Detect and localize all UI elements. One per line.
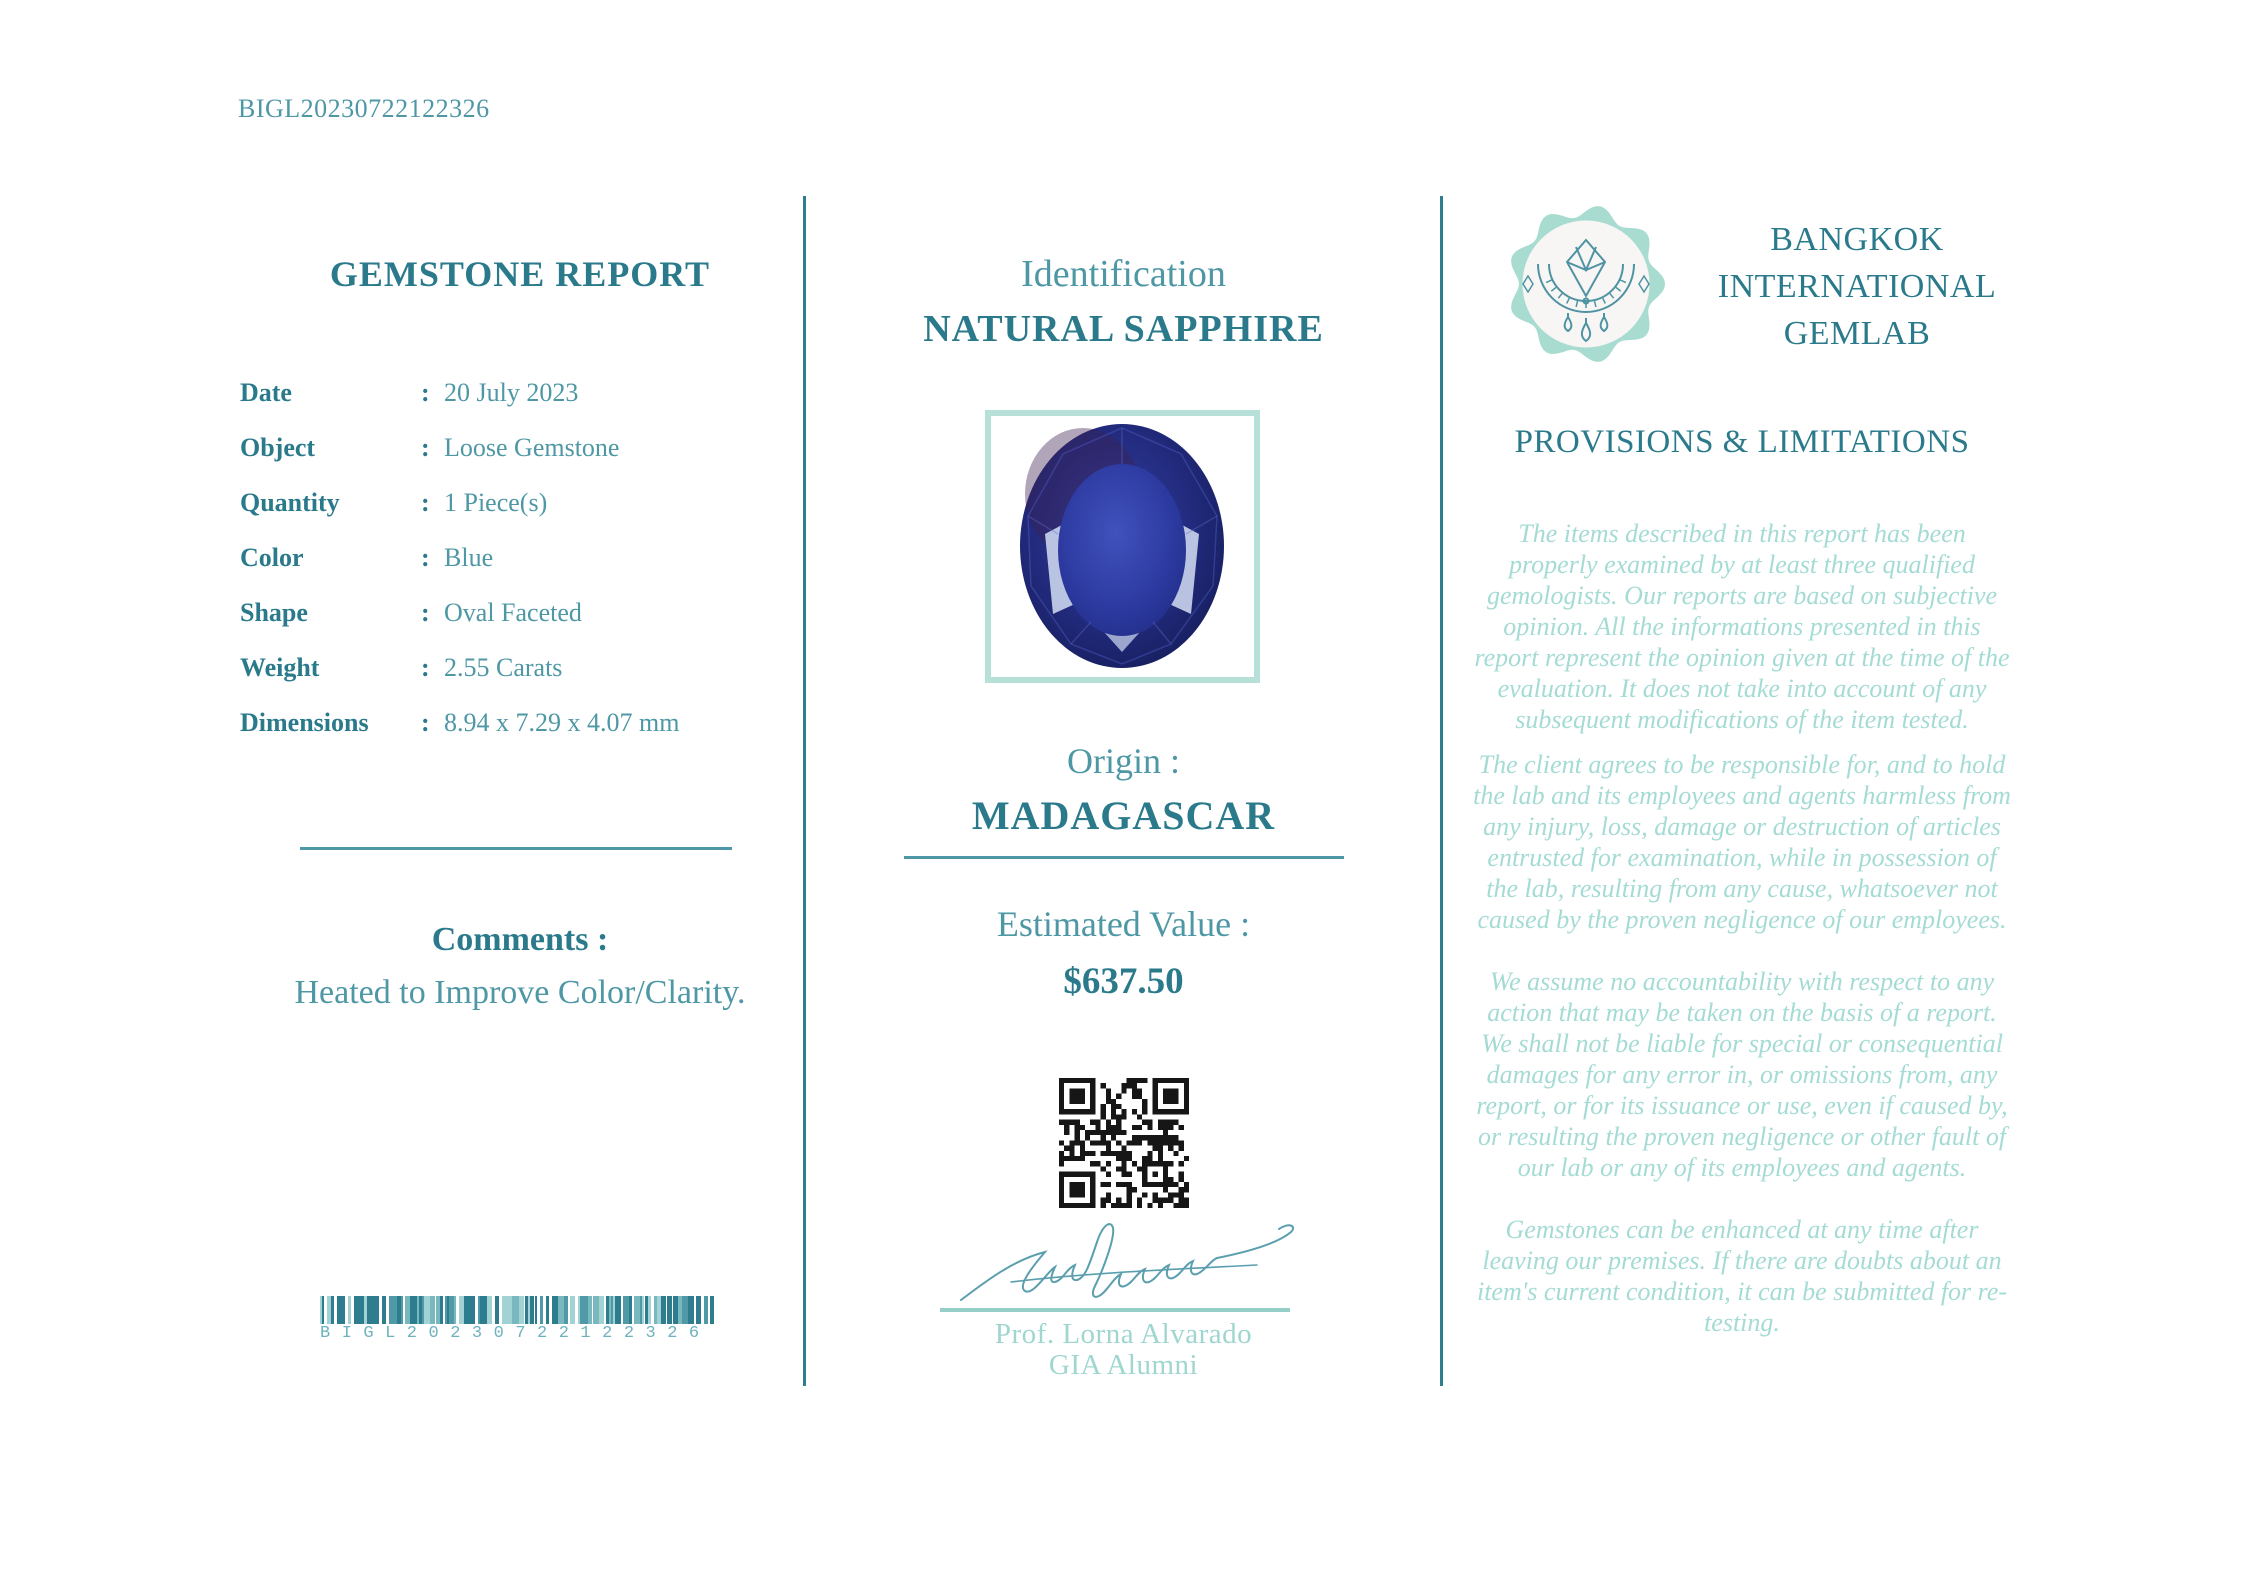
- field-colon: :: [421, 488, 430, 517]
- field-colon: :: [421, 598, 430, 627]
- signature-underline: [940, 1308, 1290, 1312]
- provisions-paragraph: The items described in this report has been properly examined by at least three qualified gemologists. Our reports are based on subjective opinion. All the informations presented in this report represent the opinion given at the time of the evaluation. It does not take into account of any subsequent modifications of the item tested.: [1474, 519, 2010, 734]
- field-row-date: [240, 378, 800, 418]
- comments-label: Comments :: [431, 921, 609, 958]
- field-value: 20 July 2023: [444, 378, 579, 407]
- estimated-value: $637.50: [1063, 961, 1184, 1002]
- report-number: BIGL20230722122326: [238, 94, 490, 123]
- barcode-text: BIGL20230722122326: [320, 1324, 711, 1343]
- field-colon: :: [421, 433, 430, 462]
- section-divider: [300, 847, 732, 850]
- field-label: Dimensions: [240, 708, 369, 737]
- provisions-title: PROVISIONS & LIMITATIONS: [1514, 424, 1970, 460]
- field-label: Quantity: [240, 488, 340, 517]
- field-label: Shape: [240, 598, 308, 627]
- report-panel: [240, 0, 800, 1586]
- gemstone-photo: [985, 410, 1260, 683]
- field-value: Blue: [444, 543, 494, 572]
- estimated-value-label: Estimated Value :: [996, 904, 1251, 944]
- gemlab-logo-icon: [1502, 200, 1670, 368]
- origin-value: MADAGASCAR: [971, 793, 1276, 838]
- qr-code: [1059, 1078, 1189, 1208]
- identification-panel: [805, 0, 1442, 1586]
- field-value: 2.55 Carats: [444, 653, 563, 682]
- provisions-paragraph: We assume no accountability with respect to any action that may be taken on the basis of a report. We shall not be liable for special or consequential damages for any error in, or omissions from, any report, or for its issuance or use, even if caused by, or resulting the proven negligence or other fault of our lab or any of its employees and agents.: [1476, 967, 2008, 1182]
- barcode-image: [320, 1296, 716, 1324]
- field-label: Weight: [240, 653, 320, 682]
- field-row-weight: [240, 653, 800, 693]
- lab-name: BANGKOK INTERNATIONAL GEMLAB: [1717, 221, 1997, 352]
- field-colon: :: [421, 378, 430, 407]
- field-value: Loose Gemstone: [444, 433, 620, 462]
- field-colon: :: [421, 708, 430, 737]
- field-row-shape: [240, 598, 800, 638]
- sapphire-image: [991, 416, 1254, 677]
- field-row-dimensions: [240, 708, 800, 748]
- identification-value: NATURAL SAPPHIRE: [923, 308, 1324, 350]
- field-row-object: [240, 433, 800, 473]
- field-row-quantity: [240, 488, 800, 528]
- field-colon: :: [421, 653, 430, 682]
- origin-label: Origin :: [1067, 741, 1180, 781]
- field-label: Object: [240, 433, 316, 462]
- identification-label: Identification: [1021, 253, 1226, 295]
- provisions-paragraph: The client agrees to be responsible for, and to hold the lab and its employees and agents harmless from any injury, loss, damage or destruction of articles entrusted for examination, while in possession of the lab, resulting from any cause, whatsoever not caused by the proven negligence of our employees.: [1473, 750, 2011, 934]
- section-divider: [904, 856, 1344, 859]
- comments-text: Heated to Improve Color/Clarity.: [294, 974, 746, 1011]
- signatory-name: Prof. Lorna Alvarado: [994, 1318, 1253, 1350]
- field-value: 1 Piece(s): [444, 488, 548, 517]
- field-row-color: [240, 543, 800, 583]
- report-title: GEMSTONE REPORT: [329, 254, 711, 294]
- field-label: Color: [240, 543, 304, 572]
- field-value: 8.94 x 7.29 x 4.07 mm: [444, 708, 680, 737]
- field-colon: :: [421, 543, 430, 572]
- field-label: Date: [240, 378, 292, 407]
- signature-image: [955, 1220, 1300, 1312]
- lab-panel: [1442, 0, 2142, 1586]
- provisions-paragraph: Gemstones can be enhanced at any time after leaving our premises. If there are doubts about an item's current condition, it can be submitted for re-testing.: [1476, 1215, 2008, 1337]
- field-value: Oval Faceted: [444, 598, 582, 627]
- signatory-credential: GIA Alumni: [1048, 1349, 1199, 1381]
